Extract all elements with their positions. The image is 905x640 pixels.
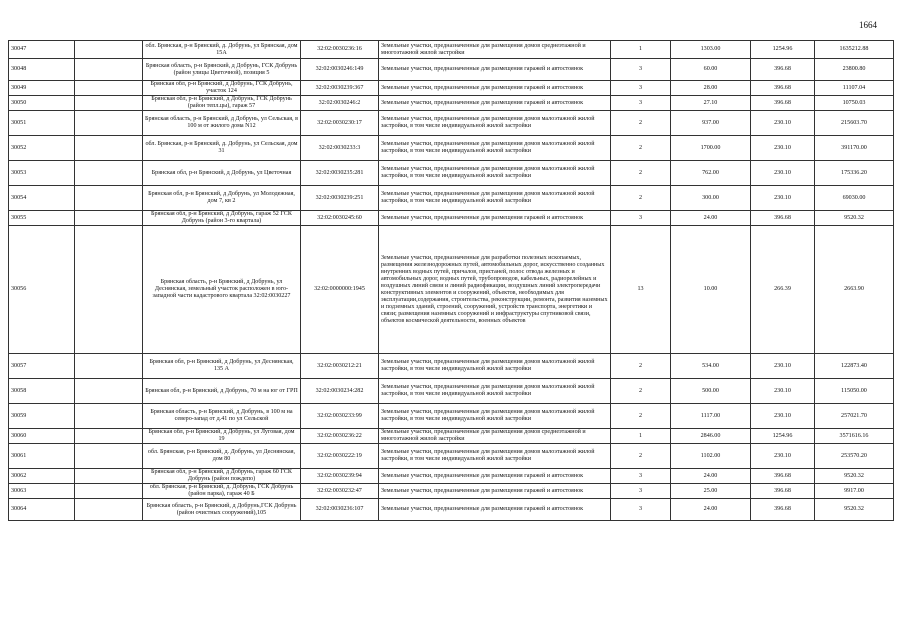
spacer-cell <box>75 41 143 59</box>
land-use-cell: Земельные участки, предназначенные для размещения гаражей и автостоянок <box>379 499 611 521</box>
area-cell: 937.00 <box>671 111 751 136</box>
table-row <box>9 484 894 499</box>
cadastral-value-cell: 69030.00 <box>815 186 894 211</box>
table-row <box>9 111 894 136</box>
spacer-cell <box>75 186 143 211</box>
cadastral-number-cell: 32:02:0000000:1945 <box>301 226 379 354</box>
address-cell: Брянская область, р-н Брянский, д Добрунь, ГСК Добрунь (район улицы Цветочной), позиция 5 <box>143 59 301 81</box>
address-cell: Брянская обл, р-н Брянский, д Добрунь, ГСК Добрунь (район тепл.цы), гараж 57 <box>143 96 301 111</box>
cadastral-value-cell: 23800.80 <box>815 59 894 81</box>
area-cell: 24.00 <box>671 469 751 484</box>
category-code-cell: 2 <box>611 444 671 469</box>
cadastral-number-cell: 32:02:0030246:149 <box>301 59 379 81</box>
address-cell: Брянская область, р-н Брянский, д Добрунь,ГСК Добрунь (район очистных сооружений),105 <box>143 499 301 521</box>
category-code-cell: 2 <box>611 404 671 429</box>
rate-cell: 396.68 <box>751 96 815 111</box>
rate-cell: 396.68 <box>751 81 815 96</box>
address-cell: Брянская обл, р-н Брянский, д Добрунь, ул Молодежная, дом 7, кв 2 <box>143 186 301 211</box>
category-code-cell: 3 <box>611 499 671 521</box>
area-cell: 534.00 <box>671 354 751 379</box>
address-cell: Брянская обл, р-н Брянский, д Добрунь, гараж 60 ГСК Добрунь (район пождепо) <box>143 469 301 484</box>
table-row <box>9 161 894 186</box>
land-use-cell: Земельные участки, предназначенные для размещения домов малоэтажной жилой застройки, в том числе индивидуальной жилой застройки <box>379 161 611 186</box>
land-use-cell: Земельные участки, предназначенные для размещения домов малоэтажной жилой застройки, в том числе индивидуальной жилой застройки <box>379 354 611 379</box>
rate-cell: 1254.96 <box>751 41 815 59</box>
category-code-cell: 3 <box>611 96 671 111</box>
area-cell: 2846.00 <box>671 429 751 444</box>
row-id: 30050 <box>9 96 75 111</box>
address-cell: обл. Брянская, р-н Брянский, д. Добрунь, ул Сельская, дом 31 <box>143 136 301 161</box>
category-code-cell: 13 <box>611 226 671 354</box>
row-id: 30055 <box>9 211 75 226</box>
cadastral-number-cell: 32:02:0030232:47 <box>301 484 379 499</box>
table-row <box>9 211 894 226</box>
address-cell: Брянская область, р-н Брянский, д Добрунь, ул Деснянская, земельный участок расположен в юго-западной части кадастрового квартала 32:02:0030227 <box>143 226 301 354</box>
cadastral-value-cell: 9520.32 <box>815 469 894 484</box>
page-number: 1664 <box>859 20 877 30</box>
row-id: 30048 <box>9 59 75 81</box>
cadastral-number-cell: 32:02:0030212:21 <box>301 354 379 379</box>
address-cell: обл. Брянская, р-н Брянский, д. Добрунь, ГСК Добрунь (район парка), гараж 40 Б <box>143 484 301 499</box>
category-code-cell: 3 <box>611 59 671 81</box>
rate-cell: 266.39 <box>751 226 815 354</box>
land-use-cell: Земельные участки, предназначенные для размещения домов малоэтажной жилой застройки, в том числе индивидуальной жилой застройки <box>379 379 611 404</box>
cadastral-number-cell: 32:02:0030233:3 <box>301 136 379 161</box>
area-cell: 10.00 <box>671 226 751 354</box>
land-registry-table <box>8 40 894 521</box>
rate-cell: 230.10 <box>751 111 815 136</box>
cadastral-number-cell: 32:02:0030236:22 <box>301 429 379 444</box>
table-row <box>9 469 894 484</box>
row-id: 30047 <box>9 41 75 59</box>
area-cell: 762.00 <box>671 161 751 186</box>
cadastral-value-cell: 11107.04 <box>815 81 894 96</box>
cadastral-number-cell: 32:02:0030239:94 <box>301 469 379 484</box>
area-cell: 24.00 <box>671 499 751 521</box>
rate-cell: 396.68 <box>751 469 815 484</box>
land-use-cell: Земельные участки, предназначенные для размещения гаражей и автостоянок <box>379 59 611 81</box>
rate-cell: 230.10 <box>751 444 815 469</box>
address-cell: обл. Брянская, р-н Брянский, д. Добрунь, ул Брянская, дом 15А <box>143 41 301 59</box>
cadastral-number-cell: 32:02:0030233:99 <box>301 404 379 429</box>
rate-cell: 396.68 <box>751 499 815 521</box>
table-row <box>9 136 894 161</box>
cadastral-value-cell: 9917.00 <box>815 484 894 499</box>
category-code-cell: 2 <box>611 111 671 136</box>
cadastral-number-cell: 32:02:0030236:16 <box>301 41 379 59</box>
cadastral-value-cell: 9520.32 <box>815 499 894 521</box>
land-use-cell: Земельные участки, предназначенные для размещения домов малоэтажной жилой застройки, в том числе индивидуальной жилой застройки <box>379 404 611 429</box>
cadastral-value-cell: 3571616.16 <box>815 429 894 444</box>
address-cell: Брянская область, р-н Брянский, д Добрунь, ул Сельская, в 100 м от жилого дома N12 <box>143 111 301 136</box>
spacer-cell <box>75 96 143 111</box>
category-code-cell: 1 <box>611 429 671 444</box>
spacer-cell <box>75 59 143 81</box>
table-row <box>9 186 894 211</box>
area-cell: 500.00 <box>671 379 751 404</box>
row-id: 30062 <box>9 469 75 484</box>
cadastral-value-cell: 115050.00 <box>815 379 894 404</box>
land-use-cell: Земельные участки, предназначенные для размещения домов малоэтажной жилой застройки, в том числе индивидуальной жилой застройки <box>379 444 611 469</box>
spacer-cell <box>75 354 143 379</box>
table-row <box>9 354 894 379</box>
area-cell: 27.10 <box>671 96 751 111</box>
land-use-cell: Земельные участки, предназначенные для размещения гаражей и автостоянок <box>379 96 611 111</box>
table-row <box>9 404 894 429</box>
rate-cell: 230.10 <box>751 136 815 161</box>
cadastral-value-cell: 122873.40 <box>815 354 894 379</box>
cadastral-value-cell: 1635212.88 <box>815 41 894 59</box>
category-code-cell: 3 <box>611 211 671 226</box>
cadastral-number-cell: 32:02:0030246:2 <box>301 96 379 111</box>
address-cell: обл. Брянская, р-н Брянский, д. Добрунь, ул Деснянская, дом 80 <box>143 444 301 469</box>
table-row <box>9 81 894 96</box>
category-code-cell: 2 <box>611 354 671 379</box>
category-code-cell: 3 <box>611 81 671 96</box>
spacer-cell <box>75 444 143 469</box>
rate-cell: 396.68 <box>751 484 815 499</box>
category-code-cell: 3 <box>611 469 671 484</box>
land-use-cell: Земельные участки, предназначенные для размещения гаражей и автостоянок <box>379 211 611 226</box>
land-use-cell: Земельные участки, предназначенные для разработки полезных ископаемых, размещения железнодорожных путей, автомобильных дорог, искусственно созданных внутренних водных путей, причалов, пристаней, полос отвода железных и автомобильных дорог, водных путей, трубопроводов, кабельных, радиорелейных и воздушных линий связи и линий радиофикации, воздушных линий электропередачи конструктивных элементов и сооружений, объектов, необходимых для эксплуатации,содержания, строительства, реконструкции, ремонта, развития наземных и подземных зданий, строений, сооружений, устройств транспорта, энергетики и связи; размещения наземных сооружений и инфраструктуры спутниковой связи, объектов космической деятельности, военных объектов <box>379 226 611 354</box>
address-cell: Брянская обл, р-н Брянский, д Добрунь, ул Деснянская, 135 А <box>143 354 301 379</box>
category-code-cell: 2 <box>611 379 671 404</box>
area-cell: 24.00 <box>671 211 751 226</box>
area-cell: 28.00 <box>671 81 751 96</box>
rate-cell: 396.68 <box>751 59 815 81</box>
cadastral-value-cell: 2663.90 <box>815 226 894 354</box>
rate-cell: 230.10 <box>751 186 815 211</box>
row-id: 30064 <box>9 499 75 521</box>
category-code-cell: 1 <box>611 41 671 59</box>
spacer-cell <box>75 81 143 96</box>
registry-body <box>9 41 894 521</box>
spacer-cell <box>75 226 143 354</box>
cadastral-value-cell: 253570.20 <box>815 444 894 469</box>
cadastral-value-cell: 215603.70 <box>815 111 894 136</box>
row-id: 30053 <box>9 161 75 186</box>
spacer-cell <box>75 111 143 136</box>
land-use-cell: Земельные участки, предназначенные для размещения гаражей и автостоянок <box>379 469 611 484</box>
cadastral-value-cell: 9520.32 <box>815 211 894 226</box>
row-id: 30056 <box>9 226 75 354</box>
land-use-cell: Земельные участки, предназначенные для размещения домов среднеэтажной и многоэтажной жилой застройки <box>379 429 611 444</box>
row-id: 30058 <box>9 379 75 404</box>
spacer-cell <box>75 484 143 499</box>
cadastral-number-cell: 32:02:0030234:282 <box>301 379 379 404</box>
spacer-cell <box>75 136 143 161</box>
spacer-cell <box>75 469 143 484</box>
table-row <box>9 59 894 81</box>
row-id: 30060 <box>9 429 75 444</box>
address-cell: Брянская обл, р-н Брянский, д Добрунь, ул Луговая, дом 19 <box>143 429 301 444</box>
area-cell: 1117.00 <box>671 404 751 429</box>
row-id: 30054 <box>9 186 75 211</box>
row-id: 30061 <box>9 444 75 469</box>
category-code-cell: 3 <box>611 484 671 499</box>
table-row <box>9 379 894 404</box>
table-row <box>9 499 894 521</box>
cadastral-value-cell: 175336.20 <box>815 161 894 186</box>
land-use-cell: Земельные участки, предназначенные для размещения гаражей и автостоянок <box>379 81 611 96</box>
spacer-cell <box>75 211 143 226</box>
table-row <box>9 41 894 59</box>
table-row <box>9 96 894 111</box>
category-code-cell: 2 <box>611 186 671 211</box>
spacer-cell <box>75 499 143 521</box>
row-id: 30051 <box>9 111 75 136</box>
area-cell: 1303.00 <box>671 41 751 59</box>
cadastral-number-cell: 32:02:0030245:60 <box>301 211 379 226</box>
cadastral-value-cell: 391170.00 <box>815 136 894 161</box>
rate-cell: 230.10 <box>751 404 815 429</box>
area-cell: 60.00 <box>671 59 751 81</box>
rate-cell: 230.10 <box>751 161 815 186</box>
table-row <box>9 444 894 469</box>
address-cell: Брянская обл, р-н Брянский, д Добрунь, 70 м на юг от ГРП <box>143 379 301 404</box>
row-id: 30059 <box>9 404 75 429</box>
category-code-cell: 2 <box>611 161 671 186</box>
land-use-cell: Земельные участки, предназначенные для размещения домов малоэтажной жилой застройки, в том числе индивидуальной жилой застройки <box>379 186 611 211</box>
spacer-cell <box>75 404 143 429</box>
area-cell: 25.00 <box>671 484 751 499</box>
table-row <box>9 226 894 354</box>
rate-cell: 230.10 <box>751 354 815 379</box>
land-use-cell: Земельные участки, предназначенные для размещения домов малоэтажной жилой застройки, в том числе индивидуальной жилой застройки <box>379 111 611 136</box>
row-id: 30057 <box>9 354 75 379</box>
cadastral-number-cell: 32:02:0030230:17 <box>301 111 379 136</box>
spacer-cell <box>75 161 143 186</box>
cadastral-number-cell: 32:02:0030239:367 <box>301 81 379 96</box>
table-row <box>9 429 894 444</box>
row-id: 30052 <box>9 136 75 161</box>
category-code-cell: 2 <box>611 136 671 161</box>
rate-cell: 1254.96 <box>751 429 815 444</box>
address-cell: Брянская обл, р-н Брянский, д Добрунь, гараж 52 ГСК Добрунь (район 3-го квартала) <box>143 211 301 226</box>
cadastral-value-cell: 10750.03 <box>815 96 894 111</box>
spacer-cell <box>75 379 143 404</box>
land-use-cell: Земельные участки, предназначенные для размещения домов малоэтажной жилой застройки, в том числе индивидуальной жилой застройки <box>379 136 611 161</box>
address-cell: Брянская область, р-н Брянский, д Добрунь, в 100 м на северо-запад от д.41 по ул Сельской <box>143 404 301 429</box>
area-cell: 1700.00 <box>671 136 751 161</box>
cadastral-value-cell: 257021.70 <box>815 404 894 429</box>
row-id: 30049 <box>9 81 75 96</box>
rate-cell: 396.68 <box>751 211 815 226</box>
land-use-cell: Земельные участки, предназначенные для размещения домов среднеэтажной и многоэтажной жилой застройки <box>379 41 611 59</box>
address-cell: Брянская обл, р-н Брянский, д Добрунь, ул Цветочная <box>143 161 301 186</box>
cadastral-number-cell: 32:02:0030236:107 <box>301 499 379 521</box>
cadastral-number-cell: 32:02:0030222:19 <box>301 444 379 469</box>
cadastral-number-cell: 32:02:0030235:281 <box>301 161 379 186</box>
rate-cell: 230.10 <box>751 379 815 404</box>
area-cell: 1102.00 <box>671 444 751 469</box>
spacer-cell <box>75 429 143 444</box>
address-cell: Брянская обл, р-н Брянский, д Добрунь, ГСК Добрунь, участок 124 <box>143 81 301 96</box>
area-cell: 300.00 <box>671 186 751 211</box>
land-use-cell: Земельные участки, предназначенные для размещения гаражей и автостоянок <box>379 484 611 499</box>
row-id: 30063 <box>9 484 75 499</box>
cadastral-number-cell: 32:02:0030239:251 <box>301 186 379 211</box>
